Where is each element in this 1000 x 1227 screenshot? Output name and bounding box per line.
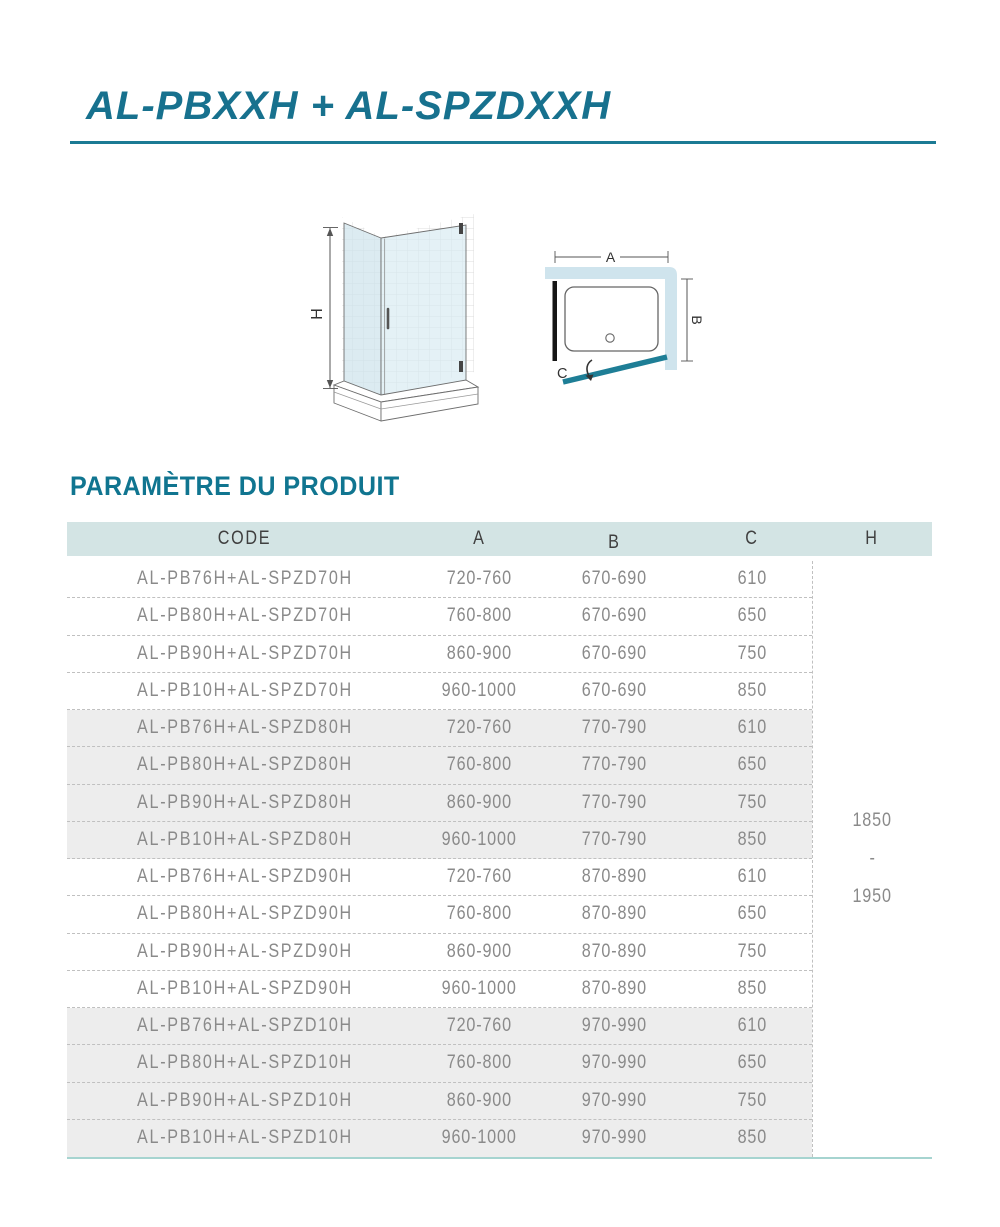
cell-b: 670-690: [581, 605, 648, 627]
cell-c: 650: [737, 605, 767, 627]
table-row: [67, 896, 812, 933]
cell-a: 760-800: [446, 605, 513, 627]
cell-b: 770-790: [581, 828, 648, 850]
cell-code: AL-PB90H+AL-SPZD90H: [136, 940, 353, 962]
cell-c: 750: [737, 642, 767, 664]
cell-a: 720-760: [446, 568, 513, 590]
column-header-a: A: [473, 528, 486, 549]
c-dimension-label: C: [557, 366, 568, 382]
cell-code: AL-PB76H+AL-SPZD70H: [136, 568, 353, 590]
cell-c: 750: [737, 791, 767, 813]
table-header-row: [67, 522, 932, 556]
column-header-code: CODE: [217, 528, 272, 549]
fixed-panel-bar: [553, 281, 558, 361]
cell-a: 860-900: [446, 1089, 513, 1111]
cell-code: AL-PB90H+AL-SPZD10H: [136, 1089, 353, 1111]
cell-a: 860-900: [446, 791, 513, 813]
cell-b: 770-790: [581, 717, 648, 739]
cell-c: 850: [737, 1127, 767, 1149]
table-bottom-line: [67, 1157, 932, 1159]
cell-code: AL-PB76H+AL-SPZD80H: [136, 717, 353, 739]
cell-c: 610: [737, 568, 767, 590]
cell-b: 970-990: [581, 1015, 648, 1037]
cell-a: 960-1000: [441, 679, 518, 701]
cell-code: AL-PB90H+AL-SPZD80H: [136, 791, 353, 813]
cell-b: 770-790: [581, 791, 648, 813]
table-row: [67, 598, 812, 635]
table-row: [67, 561, 812, 598]
cell-a: 860-900: [446, 642, 513, 664]
b-dimension-label: B: [689, 315, 705, 325]
h-arrow-down: [327, 380, 333, 388]
parameters-table: [67, 522, 932, 1159]
cell-c: 850: [737, 828, 767, 850]
column-header-b: B: [608, 532, 621, 553]
cell-c: 610: [737, 866, 767, 888]
cell-code: AL-PB10H+AL-SPZD10H: [136, 1127, 353, 1149]
cell-b: 970-990: [581, 1127, 648, 1149]
cell-code: AL-PB80H+AL-SPZD10H: [136, 1052, 353, 1074]
table-row: [67, 1008, 812, 1045]
cell-a: 960-1000: [441, 828, 518, 850]
h-range-separator: -: [869, 848, 876, 869]
cell-a: 720-760: [446, 1015, 513, 1037]
cell-c: 650: [737, 754, 767, 776]
cell-b: 870-890: [581, 866, 648, 888]
cell-c: 650: [737, 1052, 767, 1074]
h-column: [812, 561, 932, 1157]
cell-code: AL-PB10H+AL-SPZD70H: [136, 679, 353, 701]
cell-code: AL-PB10H+AL-SPZD90H: [136, 977, 353, 999]
cell-b: 670-690: [581, 642, 648, 664]
section-heading: PARAMÈTRE DU PRODUIT: [70, 471, 400, 501]
cell-a: 720-760: [446, 866, 513, 888]
cell-c: 750: [737, 940, 767, 962]
front-view-diagram: [308, 195, 493, 430]
cell-b: 870-890: [581, 977, 648, 999]
cell-code: AL-PB80H+AL-SPZD80H: [136, 754, 353, 776]
table-row: [67, 636, 812, 673]
table-row: [67, 785, 812, 822]
h-dimension-label: H: [309, 308, 326, 320]
cell-a: 760-800: [446, 754, 513, 776]
cell-c: 850: [737, 977, 767, 999]
table-row: [67, 710, 812, 747]
column-header-c: C: [745, 528, 759, 549]
table-rows: [67, 561, 932, 1157]
cell-a: 720-760: [446, 717, 513, 739]
open-door-line: [563, 357, 667, 382]
cell-a: 760-800: [446, 1052, 513, 1074]
column-header-h: H: [865, 528, 879, 549]
cell-code: AL-PB80H+AL-SPZD90H: [136, 903, 353, 925]
h-range-max: 1950: [852, 886, 893, 907]
front-glass-door: [381, 225, 466, 396]
cell-b: 970-990: [581, 1089, 648, 1111]
top-view-diagram: [535, 240, 705, 405]
cell-a: 760-800: [446, 903, 513, 925]
table-row: [67, 1120, 812, 1157]
table-row: [67, 971, 812, 1008]
table-row: [67, 1083, 812, 1120]
cell-code: AL-PB80H+AL-SPZD70H: [136, 605, 353, 627]
cell-c: 610: [737, 717, 767, 739]
h-arrow-up: [327, 228, 333, 236]
cell-c: 750: [737, 1089, 767, 1111]
drain-circle: [606, 334, 614, 342]
hinge-bottom: [459, 361, 463, 372]
cell-b: 870-890: [581, 940, 648, 962]
cell-c: 610: [737, 1015, 767, 1037]
table-row: [67, 747, 812, 784]
table-body: [67, 561, 932, 1157]
cell-code: AL-PB76H+AL-SPZD10H: [136, 1015, 353, 1037]
cell-b: 670-690: [581, 679, 648, 701]
cell-a: 860-900: [446, 940, 513, 962]
table-row: [67, 822, 812, 859]
cell-b: 870-890: [581, 903, 648, 925]
cell-code: AL-PB90H+AL-SPZD70H: [136, 642, 353, 664]
cell-c: 850: [737, 679, 767, 701]
cell-code: AL-PB76H+AL-SPZD90H: [136, 866, 353, 888]
cell-b: 770-790: [581, 754, 648, 776]
table-row: [67, 673, 812, 710]
table-row: [67, 934, 812, 971]
cell-b: 670-690: [581, 568, 648, 590]
title-underline: [70, 141, 936, 144]
h-range-min: 1850: [852, 810, 893, 831]
table-row: [67, 1045, 812, 1082]
a-dimension-label: A: [605, 249, 616, 265]
cell-a: 960-1000: [441, 1127, 518, 1149]
cell-b: 970-990: [581, 1052, 648, 1074]
table-row: [67, 859, 812, 896]
cell-c: 650: [737, 903, 767, 925]
hinge-top: [459, 223, 463, 234]
cell-a: 960-1000: [441, 977, 518, 999]
cell-code: AL-PB10H+AL-SPZD80H: [136, 828, 353, 850]
side-glass-panel: [344, 223, 381, 396]
page-title: AL-PBXXH + AL-SPZDXXH: [86, 84, 612, 128]
